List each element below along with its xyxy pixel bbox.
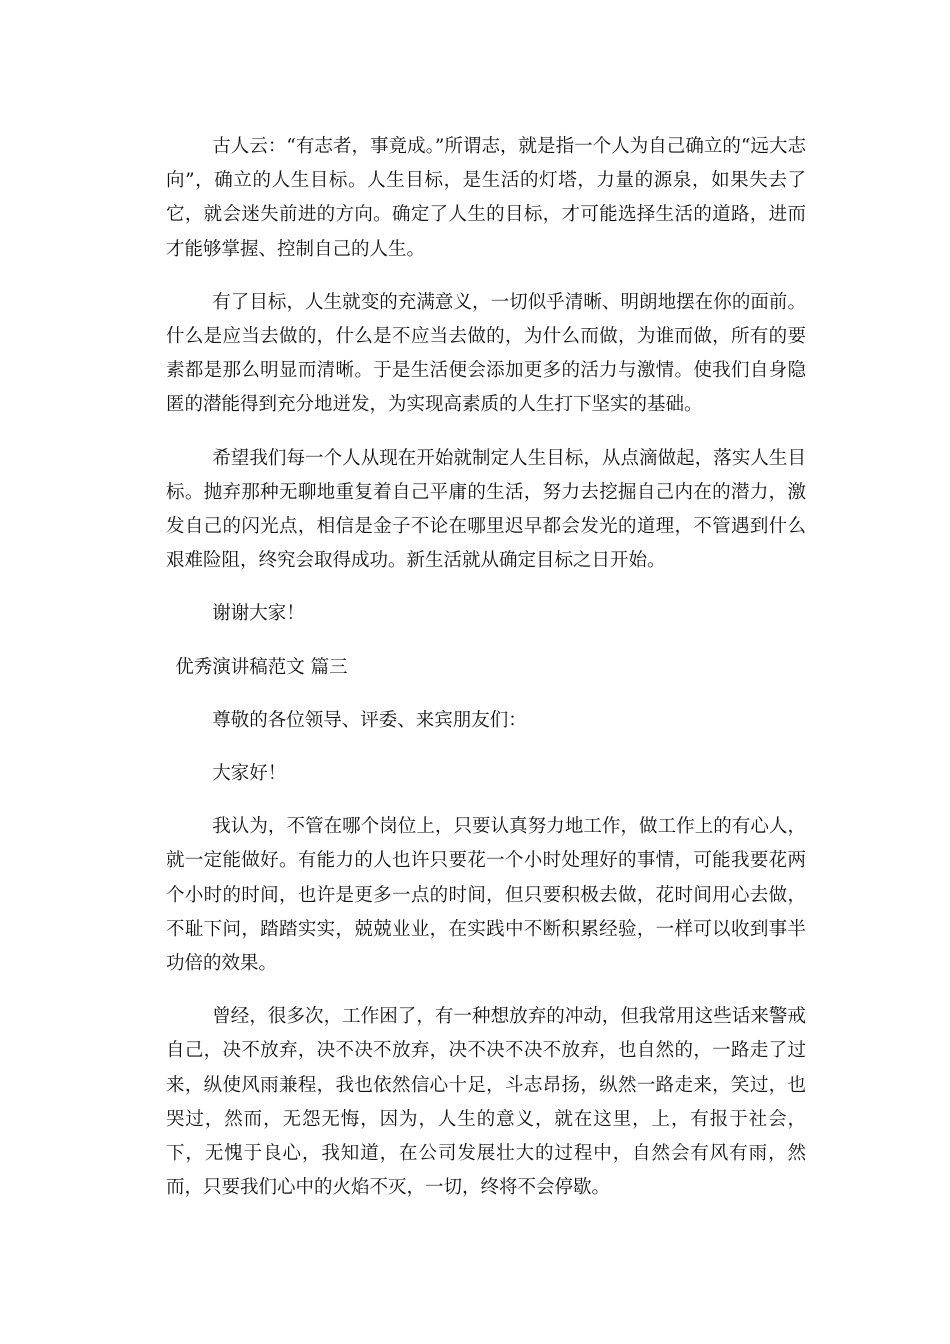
paragraph-greeting: 大家好！ <box>212 763 287 785</box>
section-heading: 优秀演讲稿范文 篇三 <box>175 656 348 678</box>
paragraph-thanks: 谢谢大家！ <box>212 603 305 625</box>
paragraph-hope: 希望我们每一个人从现在开始就制定人生目标，从点滴做起，落实人生目标。抛弃那种无聊地重复着自己平庸的生活，努力去挖掘自己内在的潜力，激发自己的闪光点，相信是金子不论在哪里迟早都会发光的道理，不管遇到什么艰难险阻，终究会取得成功。新生活就从确定目标之日开始。 <box>166 447 806 572</box>
document-body <box>166 130 806 1224</box>
paragraph-meaning: 有了目标，人生就变的充满意义，一切似乎清晰、明朗地摆在你的面前。什么是应当去做的，什么是不应当去做的，为什么而做，为谁而做，所有的要素都是那么明显而清晰。于是生活便会添加更多的活力与激情。使我们自身隐匿的潜能得到充分地迸发，为实现高素质的人生打下坚实的基础。 <box>166 291 806 416</box>
paragraph-ambition: 古人云：“有志者，事竟成。”所谓志，就是指一个人为自己确立的“远大志向”，确立的人生目标。人生目标，是生活的灯塔，力量的源泉，如果失去了它，就会迷失前进的方向。确定了人生的目标，才可能选择生活的道路，进而才能够掌握、控制自己的人生。 <box>166 136 806 260</box>
paragraph-work: 我认为，不管在哪个岗位上，只要认真努力地工作，做工作上的有心人，就一定能做好。有能力的人也许只要花一个小时处理好的事情，可能我要花两个小时的时间，也许是更多一点的时间，但只要积极去做，花时间用心去做，不耻下问，踏踏实实，兢兢业业，在实践中不断积累经验，一样可以收到事半功倍的效果。 <box>166 816 806 975</box>
paragraph-salutation: 尊敬的各位领导、评委、来宾朋友们： <box>212 709 527 731</box>
paragraph-perseverance: 曾经，很多次，工作困了，有一种想放弃的冲动，但我常用这些话来警戒自己，决不放弃，决不决不放弃，决不决不决不放弃，也自然的，一路走了过来，纵使风雨兼程，我也依然信心十足，斗志昂扬，纵然一路走来，笑过，也哭过，然而，无怨无悔，因为，人生的意义，就在这里，上，有报于社会，下，无愧于良心，我知道，在公司发展壮大的过程中，自然会有风有雨，然而，只要我们心中的火焰不灭，一切，终将不会停歇。 <box>166 1006 806 1199</box>
